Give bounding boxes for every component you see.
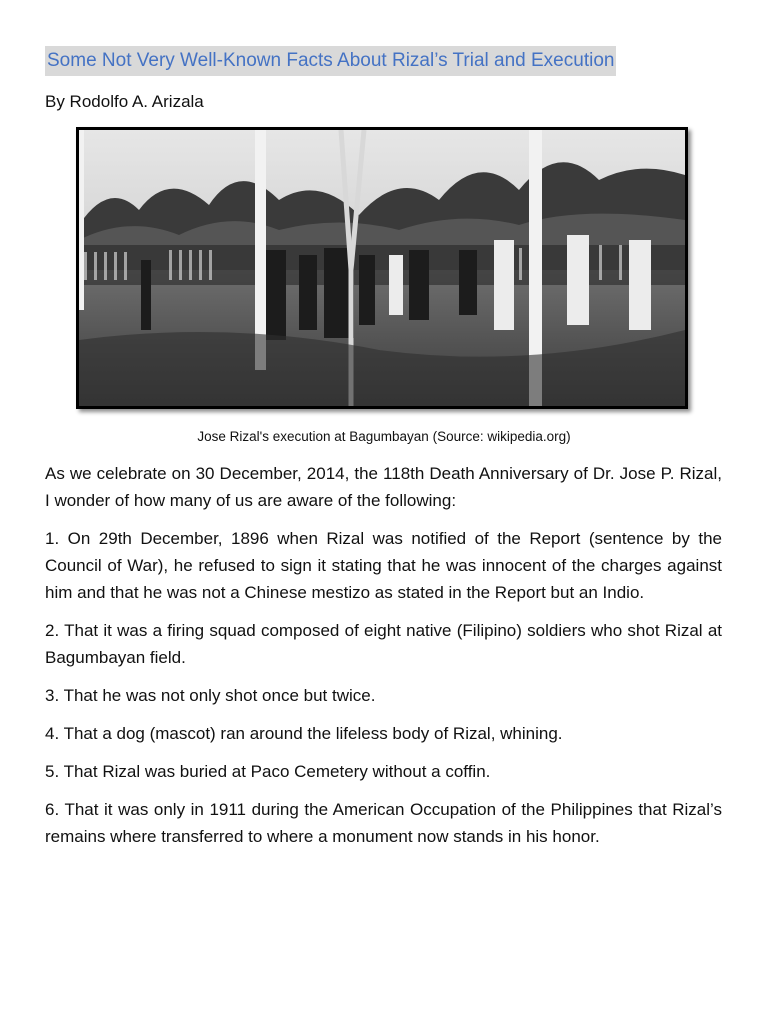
fact-item: 4. That a dog (mascot) ran around the lifeless body of Rizal, whining. [45,724,563,743]
fact-item: 1. On 29th December, 1896 when Rizal was notified of the Report (sentence by the Council of War), he refused to sign it stating that he was innocent of the charges against him and that he was not a Chinese mestizo as stated in the Report but an Indio. [45,529,722,602]
execution-photo [76,127,688,409]
article-title: Some Not Very Well-Known Facts About Rizal’s Trial and Execution [45,46,616,76]
intro-paragraph: As we celebrate on 30 December, 2014, the 118th Death Anniversary of Dr. Jose P. Rizal, I wonder of how many of us are aware of the following: [45,464,722,510]
fact-item: 5. That Rizal was buried at Paco Cemetery without a coffin. [45,762,491,781]
article-body [45,460,722,861]
article-byline: By Rodolfo A. Arizala [45,92,204,111]
photo-image-icon [79,130,685,406]
fact-item: 3. That he was not only shot once but twice. [45,686,376,705]
fact-item: 6. That it was only in 1911 during the American Occupation of the Philippines that Rizal’s remains where transferred to where a monument now stands in his honor. [45,800,722,846]
photo-caption: Jose Rizal's execution at Bagumbayan (Source: wikipedia.org) [197,429,571,444]
fact-item: 2. That it was a firing squad composed of eight native (Filipino) soldiers who shot Rizal at Bagumbayan field. [45,621,722,667]
